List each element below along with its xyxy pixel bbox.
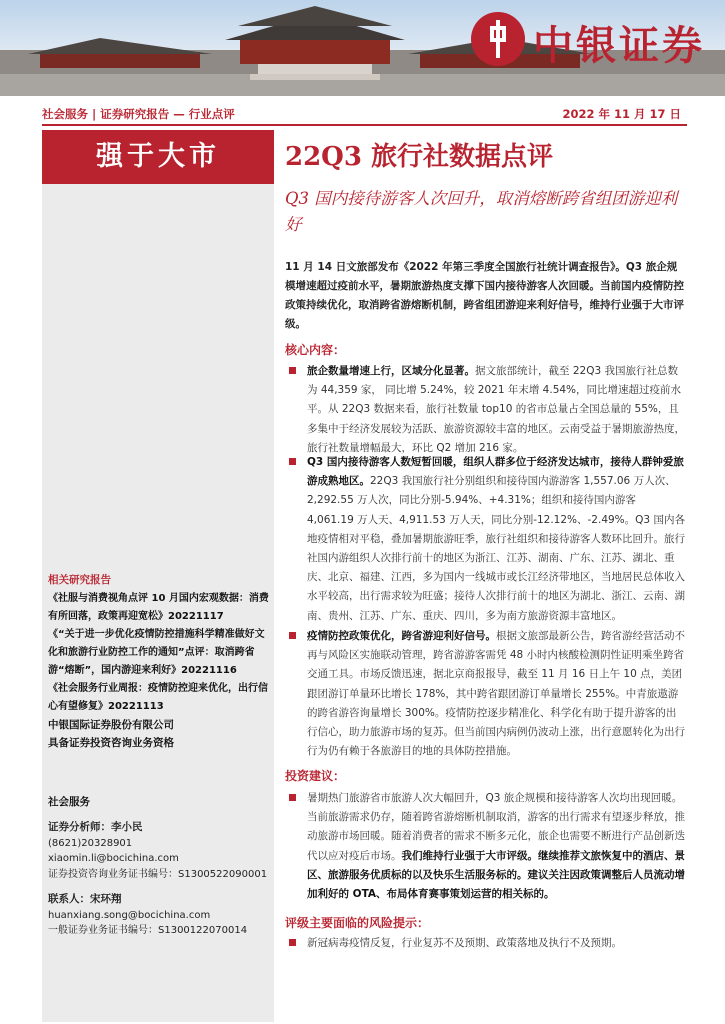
invest-text-a: 暑期热门旅游省市旅游人次大幅回升，Q3 旅企规模和接待游客人次均出现回暖。当前旅游需求仍存，随着跨省游熔断机制取消，游客的出行需求有望逐步释放，推动旅游市场回暖。随着消费者的需求不断多元化，旅企也需要不断进行产品创新迭代以应对疫后市场。 — [307, 792, 685, 862]
org-info — [48, 716, 270, 752]
invest-heading: 投资建议： — [285, 769, 346, 783]
invest-text-b: 我们维持行业强于大市评级。继续推荐文旅恢复中的酒店、景区、旅游服务优质标的以及快乐生活服务标的。建议关注因政策调整后人员流动增加利好的 OTA、布局体育赛事策划运营的相关标的。 — [307, 849, 685, 901]
bullet-lead: 疫情防控政策优化，跨省游迎利好信号。 — [307, 630, 496, 642]
page-title: 22Q3 旅行社数据点评 — [285, 142, 553, 172]
contact-email: huanxiang.song@bocichina.com — [48, 909, 211, 921]
bullet-square-icon — [289, 939, 296, 946]
report-date: 2022 年 11 月 17 日 — [562, 107, 681, 121]
bullet-square-icon — [289, 632, 296, 639]
risk-heading: 评级主要面临的风险提示： — [285, 916, 430, 930]
related-item: 《“关于进一步优化疫情防控措施科学精准做好文化和旅游行业防控工作的通知”点评：取消跨省游“熔断”，国内游迎来利好》20221116 — [48, 629, 265, 676]
core-bullet-3 — [285, 627, 685, 761]
report-category: 社会服务 | 证券研究报告 — 行业点评 — [42, 107, 235, 121]
core-heading: 核心内容： — [285, 343, 346, 357]
industry-label: 社会服务 — [48, 796, 90, 808]
org-qualification: 具备证券投资咨询业务资格 — [48, 737, 174, 749]
header-banner — [0, 0, 725, 96]
contact-name: 联系人：宋环翔 — [48, 893, 122, 905]
analyst-phone: (8621)20328901 — [48, 837, 133, 849]
company-logo — [471, 10, 711, 68]
core-bullet-1 — [285, 362, 685, 458]
risk-bullet — [285, 934, 685, 953]
logo-text: 中银证券 — [533, 22, 705, 69]
analyst-name: 证券分析师：李小民 — [48, 821, 143, 833]
core-bullet-2 — [285, 453, 685, 626]
bullet-text: 根据文旅部最新公告，跨省游经营活动不再与风险区实施联动管理，跨省游游客需凭 48 小时内核酸检测阴性证明乘坐跨省交通工具。市场反馈迅速，据北京商报报导，截至 11 月 16 日上午 10 点，美团跟团游订单量环比增长 178%，其中跨省跟团游订单量增长 255%。中青旅遨游的跨省游咨询量增长 300%。疫情防控逐步精准化、科学化有助于提升游客的出行信心，助力旅游市场的复苏。但当前国内病例仍波动上涨，出行意愿转化为出行行为仍有赖于各旅游目的地的具体防控措施。 — [307, 630, 685, 758]
org-name: 中银国际证券股份有限公司 — [48, 719, 174, 731]
related-item: 《社会服务行业周报：疫情防控迎来优化，出行信心有望修复》20221113 — [48, 683, 268, 712]
intro-paragraph: 11 月 14 日文旅部发布《2022 年第三季度全国旅行社统计调查报告》。Q3 旅企规模增速超过疫前水平，暑期旅游热度支撑下国内接待游客人次回暖。当前国内疫情防控政策持续优化，取消跨省游熔断机制，跨省组团游迎来利好信号，维持行业强于大市评级。 — [285, 261, 684, 330]
risk-text: 新冠病毒疫情反复，行业复苏不及预期、政策落地及执行不及预期。 — [307, 937, 622, 949]
bullet-text: 据文旅部统计，截至 22Q3 我国旅行社总数为 44,359 家， 同比增 5.24%，较 2021 年末增 4.54%，同比增速超过疫前水平。从 22Q3 数据来看，旅行社数量 top10 的省市总量占全国总量的 55%，且多集中于经济发展较为活跃、旅游资源较丰富的地区。云南受益于暑期旅游热度，旅行社数量增幅最大，环比 Q2 增加 216 家。 — [307, 365, 685, 454]
related-list — [48, 590, 270, 716]
related-heading: 相关研究报告 — [48, 574, 111, 586]
analyst-2 — [48, 892, 270, 939]
bullet-lead: Q3 国内接待游客人数短暂回暖，组织人群多位于经济发达城市，接待人群钟爱旅游成熟地区。 — [307, 456, 684, 488]
bullet-square-icon — [289, 458, 296, 465]
bullet-text: 22Q3 我国旅行社分别组织和接待国内游游客 1,557.06 万人次、2,292.55 万人次，同比分别-5.94%、+4.31%；组织和接待国内游客 4,061.19 万人天、4,911.53 万人天，同比分别-12.12%、-2.49%。Q3 国内各地疫情相对平稳，叠加暑期旅游旺季，旅行社组织和接待游客人数环比回升。旅行社国内游组织人次排行前十的地区为浙江、江苏、湖南、广东、江苏、湖北、重庆、北京、福建、江西，多为国内一线城市或长江经济带地区，当地居民总体收入水平较高，出行需求较为旺盛；接待人次排行前十的地区为湖北、浙江、云南、湖南、贵州、江苏、广东、重庆、四川，多为南方旅游资源丰富地区。 — [307, 475, 685, 622]
contact-cert: 一般证券业务证书编号：S1300122070014 — [48, 925, 248, 936]
page-subtitle: Q3 国内接待游客人次回升，取消熔断跨省组团游迎利好 — [285, 189, 678, 234]
related-item: 《社服与消费视角点评 10 月国内宏观数据：消费有所回落，政策再迎宽松》20221117 — [48, 593, 269, 622]
boc-logo-icon — [471, 12, 525, 66]
bullet-square-icon — [289, 794, 296, 801]
analyst-email: xiaomin.li@bocichina.com — [48, 853, 179, 864]
rating-badge: 强于大市 — [42, 130, 274, 184]
analyst-cert: 证券投资咨询业务证书编号：S1300522090001 — [48, 868, 268, 880]
bullet-square-icon — [289, 367, 296, 374]
meta-row — [42, 100, 687, 126]
bullet-lead: 旅企数量增速上行，区域分化显著。 — [307, 365, 475, 377]
analyst-1 — [48, 820, 270, 882]
invest-bullet — [285, 789, 685, 904]
